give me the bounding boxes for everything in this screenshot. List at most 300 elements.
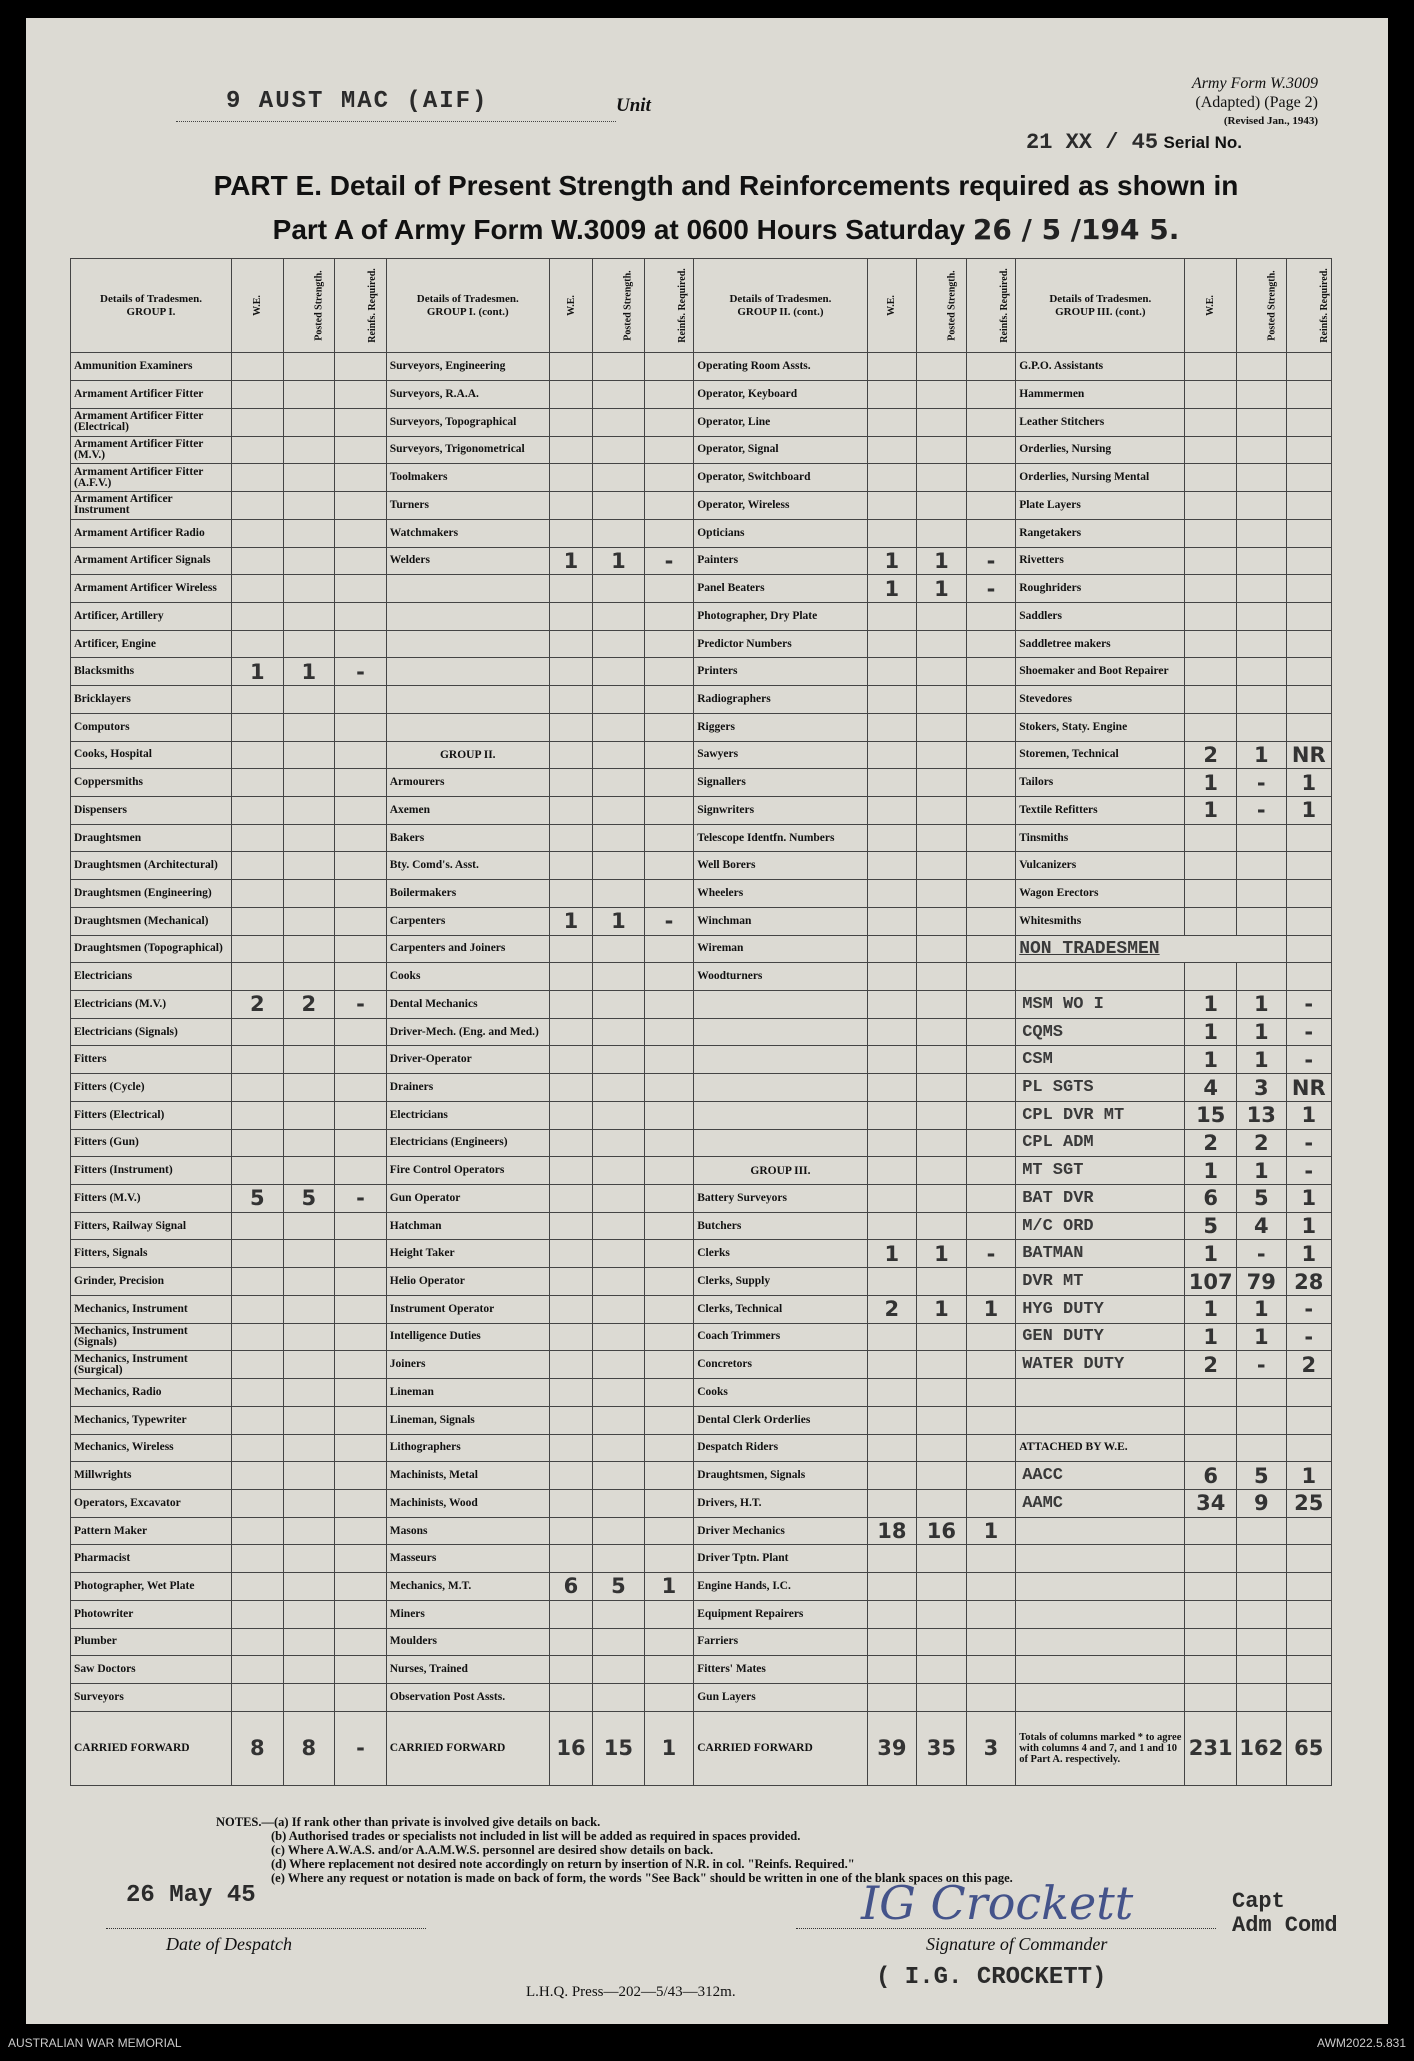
col-posted-2: Posted Strength. (593, 259, 645, 353)
we-value (549, 741, 592, 769)
we-value (231, 464, 283, 492)
trade-label (694, 1101, 867, 1129)
col-posted-3: Posted Strength. (917, 259, 967, 353)
trade-label: Surveyors (71, 1683, 232, 1711)
posted-value (593, 1434, 645, 1462)
reinfs-value: 1 (966, 1295, 1016, 1323)
posted-value (593, 1074, 645, 1102)
posted-value (917, 381, 967, 409)
trade-label: Gun Operator (386, 1185, 549, 1213)
posted-value (917, 1434, 967, 1462)
trade-label: Draughtsmen (Topographical) (71, 935, 232, 963)
reinfs-value (1286, 1406, 1331, 1434)
posted-value (917, 1379, 967, 1407)
reinfs-value (335, 1212, 387, 1240)
we-value (549, 381, 592, 409)
reinfs-value (335, 1517, 387, 1545)
trade-label: Driver-Mech. (Eng. and Med.) (386, 1018, 549, 1046)
posted-value: 1 (1237, 741, 1287, 769)
table-row (71, 1074, 1332, 1102)
reinfs-value (335, 547, 387, 575)
reinfs-value: - (644, 907, 694, 935)
posted-value (283, 1656, 335, 1684)
carried-posted: 15 (593, 1711, 645, 1785)
posted-value (283, 1351, 335, 1379)
trade-label: Coach Trimmers (694, 1323, 867, 1351)
we-value (549, 492, 592, 520)
trade-label: ATTACHED BY W.E. (1016, 1434, 1185, 1462)
reinfs-value (644, 713, 694, 741)
reinfs-value (966, 1628, 1016, 1656)
reinfs-value: NR (1286, 741, 1331, 769)
we-value (231, 1295, 283, 1323)
reinfs-value (966, 963, 1016, 991)
posted-value (917, 907, 967, 935)
we-value (867, 1379, 917, 1407)
reinfs-value (644, 1683, 694, 1711)
table-row (71, 1573, 1332, 1601)
trade-label: Moulders (386, 1628, 549, 1656)
reinfs-value (335, 1074, 387, 1102)
reinfs-value (1286, 492, 1331, 520)
table-row (71, 1129, 1332, 1157)
reinfs-value (644, 1656, 694, 1684)
trade-label (386, 630, 549, 658)
reinfs-value (335, 1628, 387, 1656)
reinfs-value (644, 1517, 694, 1545)
trade-label: Carpenters and Joiners (386, 935, 549, 963)
posted-value (593, 852, 645, 880)
reinfs-value (1286, 1683, 1331, 1711)
posted-value (1237, 1379, 1287, 1407)
trade-label: Electricians (71, 963, 232, 991)
posted-value: - (1237, 1351, 1287, 1379)
reinfs-value (335, 1434, 387, 1462)
we-value (867, 1434, 917, 1462)
trade-label: Clerks, Supply (694, 1268, 867, 1296)
trade-label: Shoemaker and Boot Repairer (1016, 658, 1185, 686)
we-value (867, 436, 917, 464)
posted-value: 2 (283, 991, 335, 1019)
tradesmen-table (70, 258, 1332, 1786)
trade-label: Gun Layers (694, 1683, 867, 1711)
we-value (231, 547, 283, 575)
we-value (231, 1379, 283, 1407)
we-value (549, 880, 592, 908)
posted-value: 5 (593, 1573, 645, 1601)
trade-label: Armament Artificer Instrument (71, 492, 232, 520)
posted-value: 3 (1237, 1074, 1287, 1102)
posted-value (283, 464, 335, 492)
table-row (71, 1240, 1332, 1268)
trade-label: Driver-Operator (386, 1046, 549, 1074)
form-line2: (Adapted) (Page 2) (1195, 94, 1318, 111)
we-value (1185, 1628, 1237, 1656)
trade-label: Drainers (386, 1074, 549, 1102)
we-value: 1 (549, 547, 592, 575)
posted-value (283, 880, 335, 908)
we-value: 1 (1185, 1295, 1237, 1323)
reinfs-value (644, 796, 694, 824)
posted-value (1237, 907, 1287, 935)
we-value (231, 880, 283, 908)
reinfs-value (335, 713, 387, 741)
trade-label: Painters (694, 547, 867, 575)
we-value (231, 907, 283, 935)
reinfs-value (335, 575, 387, 603)
posted-value (593, 464, 645, 492)
trade-label: Wireman (694, 935, 867, 963)
posted-value (917, 796, 967, 824)
we-value (549, 1323, 592, 1351)
reinfs-value (335, 1600, 387, 1628)
posted-value (593, 1185, 645, 1213)
reinfs-value: - (1286, 1129, 1331, 1157)
notes-block (216, 1815, 1013, 1885)
reinfs-value (644, 1351, 694, 1379)
col-details-2: Details of Tradesmen. GROUP I. (cont.) (386, 259, 549, 353)
posted-value (1237, 686, 1287, 714)
table-row (71, 464, 1332, 492)
reinfs-value: - (966, 1240, 1016, 1268)
we-value (231, 1074, 283, 1102)
we-value (867, 1462, 917, 1490)
we-value (867, 1185, 917, 1213)
we-value (549, 1268, 592, 1296)
reinfs-value (644, 686, 694, 714)
we-value (867, 658, 917, 686)
we-value (231, 963, 283, 991)
posted-value (593, 1683, 645, 1711)
reinfs-value (644, 852, 694, 880)
we-value (231, 436, 283, 464)
table-row (71, 436, 1332, 464)
posted-value (1237, 602, 1287, 630)
posted-value (917, 658, 967, 686)
reinfs-value (335, 492, 387, 520)
trade-label: Fitters (71, 1046, 232, 1074)
posted-value (1237, 963, 1287, 991)
posted-value (283, 1489, 335, 1517)
trade-label: Dispensers (71, 796, 232, 824)
trade-label (1016, 1517, 1185, 1545)
reinfs-value (335, 1489, 387, 1517)
reinfs-value (966, 880, 1016, 908)
table-row (71, 1406, 1332, 1434)
posted-value (917, 713, 967, 741)
posted-value: 5 (283, 1185, 335, 1213)
we-value (549, 408, 592, 436)
trade-label: Fire Control Operators (386, 1157, 549, 1185)
posted-value (1237, 1545, 1287, 1573)
posted-value (917, 1074, 967, 1102)
reinfs-value: - (644, 547, 694, 575)
reinfs-value (335, 1157, 387, 1185)
trade-label: GEN DUTY (1016, 1323, 1185, 1351)
reinfs-value (966, 935, 1016, 963)
posted-value (1237, 408, 1287, 436)
carried-forward-row (71, 1711, 1332, 1785)
we-value (549, 852, 592, 880)
posted-value: 1 (593, 547, 645, 575)
posted-value: - (1237, 1240, 1287, 1268)
reinfs-value (644, 1406, 694, 1434)
we-value: 2 (231, 991, 283, 1019)
trade-label (694, 1129, 867, 1157)
reinfs-value (335, 1018, 387, 1046)
we-value (231, 492, 283, 520)
posted-value (1237, 1683, 1287, 1711)
we-value: 2 (1185, 1351, 1237, 1379)
reinfs-value: - (966, 547, 1016, 575)
we-value (549, 436, 592, 464)
trade-label: Fitters (Electrical) (71, 1101, 232, 1129)
posted-value: 2 (1237, 1129, 1287, 1157)
posted-value (283, 1379, 335, 1407)
posted-value (593, 658, 645, 686)
trade-label (694, 1018, 867, 1046)
we-value (549, 1157, 592, 1185)
we-value (231, 1545, 283, 1573)
reinfs-value (335, 1406, 387, 1434)
we-value: 34 (1185, 1489, 1237, 1517)
posted-value (1237, 630, 1287, 658)
reinfs-value (644, 991, 694, 1019)
trade-label (386, 686, 549, 714)
reinfs-value (966, 1683, 1016, 1711)
posted-value (283, 935, 335, 963)
reinfs-value (335, 686, 387, 714)
we-value (549, 1018, 592, 1046)
posted-value (593, 1379, 645, 1407)
signature-label: Signature of Commander (926, 1934, 1108, 1954)
posted-value (1237, 381, 1287, 409)
reinfs-value: 1 (1286, 1185, 1331, 1213)
we-value (867, 907, 917, 935)
we-value (867, 991, 917, 1019)
trade-label: Rangetakers (1016, 519, 1185, 547)
we-value (867, 408, 917, 436)
reinfs-value: - (1286, 1295, 1331, 1323)
reinfs-value (335, 353, 387, 381)
we-value (549, 1600, 592, 1628)
reinfs-value: - (1286, 1046, 1331, 1074)
posted-value (917, 1573, 967, 1601)
posted-value (283, 1212, 335, 1240)
carried-reinfs: 65 (1286, 1711, 1331, 1785)
notes-b: (b) Authorised trades or specialists not included in list will be added as required in spaces provided. (271, 1829, 801, 1843)
trade-label: Hammermen (1016, 381, 1185, 409)
posted-value (593, 353, 645, 381)
table-row (71, 769, 1332, 797)
reinfs-value (966, 658, 1016, 686)
table-row (71, 686, 1332, 714)
reinfs-value (335, 1295, 387, 1323)
we-value (231, 575, 283, 603)
reinfs-value (644, 1074, 694, 1102)
trade-label: Draughtsmen (Engineering) (71, 880, 232, 908)
posted-value (283, 1545, 335, 1573)
we-value (549, 519, 592, 547)
trade-label: NON TRADESMEN (1016, 935, 1286, 963)
we-value (549, 935, 592, 963)
we-value (1185, 353, 1237, 381)
posted-value (917, 1406, 967, 1434)
trade-label: Fitters (M.V.) (71, 1185, 232, 1213)
col-reinfs-2: Reinfs. Required. (644, 259, 694, 353)
we-value: 107 (1185, 1268, 1237, 1296)
posted-value (593, 1406, 645, 1434)
posted-value (917, 1351, 967, 1379)
we-value (867, 880, 917, 908)
reinfs-value (966, 1573, 1016, 1601)
posted-value (1237, 1406, 1287, 1434)
trade-label: Wheelers (694, 880, 867, 908)
trade-label: Fitters, Railway Signal (71, 1212, 232, 1240)
posted-value (917, 353, 967, 381)
trade-label (1016, 1683, 1185, 1711)
we-value (867, 852, 917, 880)
reinfs-value (1286, 630, 1331, 658)
posted-value (283, 519, 335, 547)
trade-label: Lineman, Signals (386, 1406, 549, 1434)
reinfs-value: 1 (1286, 1462, 1331, 1490)
posted-value (593, 1101, 645, 1129)
posted-value: 1 (917, 1295, 967, 1323)
we-value (867, 713, 917, 741)
reinfs-value (644, 824, 694, 852)
we-value (867, 1323, 917, 1351)
we-value (231, 852, 283, 880)
trade-label: Woodturners (694, 963, 867, 991)
we-value (231, 824, 283, 852)
reinfs-value (644, 935, 694, 963)
we-value: 1 (867, 1240, 917, 1268)
posted-value (1237, 880, 1287, 908)
trade-label: Sawyers (694, 741, 867, 769)
unit-label: Unit (616, 95, 651, 116)
we-value (549, 575, 592, 603)
posted-value (283, 492, 335, 520)
trade-label (694, 1074, 867, 1102)
we-value: 1 (1185, 1046, 1237, 1074)
reinfs-value (335, 1240, 387, 1268)
table-row (71, 1489, 1332, 1517)
table-row (71, 935, 1332, 963)
we-value (1185, 824, 1237, 852)
reinfs-value (644, 880, 694, 908)
trade-label: Battery Surveyors (694, 1185, 867, 1213)
reinfs-value (1286, 547, 1331, 575)
trade-label: Mechanics, Instrument (Signals) (71, 1323, 232, 1351)
trade-label (386, 575, 549, 603)
we-value (549, 658, 592, 686)
posted-value (593, 1351, 645, 1379)
we-value (549, 1046, 592, 1074)
table-row (71, 963, 1332, 991)
table-row (71, 1517, 1332, 1545)
trade-label: Axemen (386, 796, 549, 824)
trade-label: Farriers (694, 1628, 867, 1656)
trade-label: G.P.O. Assistants (1016, 353, 1185, 381)
table-row (71, 880, 1332, 908)
we-value (549, 1656, 592, 1684)
carried-posted: 35 (917, 1711, 967, 1785)
reinfs-value (1286, 880, 1331, 908)
reinfs-value (966, 741, 1016, 769)
reinfs-value (644, 769, 694, 797)
posted-value (283, 1268, 335, 1296)
trade-label: Armament Artificer Fitter (71, 381, 232, 409)
we-value (1185, 1406, 1237, 1434)
reinfs-value (966, 1406, 1016, 1434)
reinfs-value: - (1286, 991, 1331, 1019)
despatch-line (106, 1928, 426, 1929)
trade-label: Photowriter (71, 1600, 232, 1628)
we-value (549, 796, 592, 824)
trade-label: Leather Stitchers (1016, 408, 1185, 436)
reinfs-value (644, 492, 694, 520)
we-value (231, 381, 283, 409)
posted-value (593, 963, 645, 991)
posted-value (917, 602, 967, 630)
trade-label (694, 1046, 867, 1074)
reinfs-value (1286, 575, 1331, 603)
reinfs-value: 1 (1286, 1240, 1331, 1268)
posted-value (917, 852, 967, 880)
we-value (549, 686, 592, 714)
we-value (549, 1379, 592, 1407)
reinfs-value (1286, 1379, 1331, 1407)
we-value (867, 769, 917, 797)
carried-posted: 162 (1237, 1711, 1287, 1785)
posted-value (917, 1323, 967, 1351)
reinfs-value (966, 1462, 1016, 1490)
posted-value (1237, 1628, 1287, 1656)
we-value (867, 796, 917, 824)
table-row (71, 1323, 1332, 1351)
posted-value (593, 1046, 645, 1074)
we-value (867, 1157, 917, 1185)
trade-label: Whitesmiths (1016, 907, 1185, 935)
posted-value (917, 492, 967, 520)
posted-value (1237, 436, 1287, 464)
posted-value: 1 (917, 575, 967, 603)
we-value: 2 (867, 1295, 917, 1323)
despatch-date: 26 May 45 (126, 1882, 256, 1909)
trade-label: Bty. Comd's. Asst. (386, 852, 549, 880)
trade-label: Radiographers (694, 686, 867, 714)
trade-label: Photographer, Dry Plate (694, 602, 867, 630)
posted-value (1237, 658, 1287, 686)
posted-value (1237, 852, 1287, 880)
posted-value: 1 (1237, 1018, 1287, 1046)
we-value (549, 1489, 592, 1517)
we-value (867, 519, 917, 547)
reinfs-value (644, 1240, 694, 1268)
trade-label: Computors (71, 713, 232, 741)
reinfs-value (644, 436, 694, 464)
we-value (549, 1295, 592, 1323)
trade-label: Mechanics, Instrument (Surgical) (71, 1351, 232, 1379)
posted-value (1237, 1600, 1287, 1628)
we-value (549, 1351, 592, 1379)
trade-label: Lineman (386, 1379, 549, 1407)
trade-label: Vulcanizers (1016, 852, 1185, 880)
reinfs-value (966, 1268, 1016, 1296)
posted-value (593, 880, 645, 908)
posted-value (1237, 1517, 1287, 1545)
